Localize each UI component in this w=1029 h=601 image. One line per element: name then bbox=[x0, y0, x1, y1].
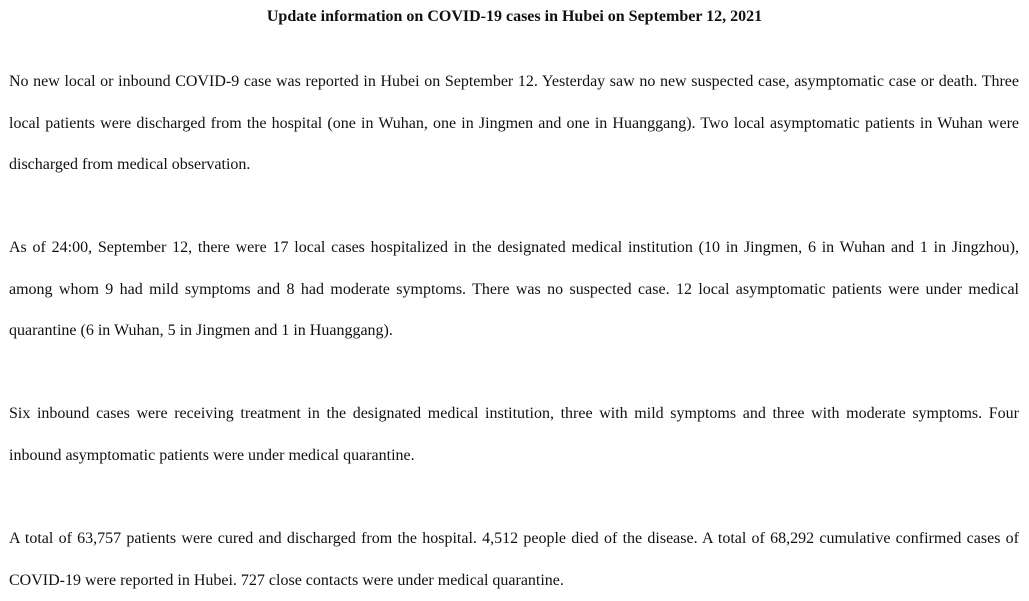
document-title: Update information on COVID-19 cases in Hubei on September 12, 2021 bbox=[266, 8, 763, 25]
paragraph-inbound-cases: Six inbound cases were receiving treatment in the designated medical institution, three with mild symptoms and three with moderate symptoms. Four inbound asymptomatic patients were under medical quarantine. bbox=[9, 405, 1019, 464]
paragraph-new-cases: No new local or inbound COVID-9 case was reported in Hubei on September 12. Yesterday saw no new suspected case, asymptomatic case or death. Three local patients were discharged from the hospital (one in Wuhan, one in Jingmen and one in Huanggang). Two local asymptomatic patients in Wuhan were discharged from medical observation. bbox=[9, 73, 1019, 173]
paragraph-cumulative-totals: A total of 63,757 patients were cured and discharged from the hospital. 4,512 people died of the disease. A total of 68,292 cumulative confirmed cases of COVID-19 were reported in Hubei. 727 close contacts were under medical quarantine. bbox=[9, 530, 1019, 589]
paragraph-local-hospitalized: As of 24:00, September 12, there were 17 local cases hospitalized in the designated medical institution (10 in Jingmen, 6 in Wuhan and 1 in Jingzhou), among whom 9 had mild symptoms and 8 had moderate symptoms. There was no suspected case. 12 local asymptomatic patients were under medical quarantine (6 in Wuhan, 5 in Jingmen and 1 in Huanggang). bbox=[9, 239, 1019, 339]
